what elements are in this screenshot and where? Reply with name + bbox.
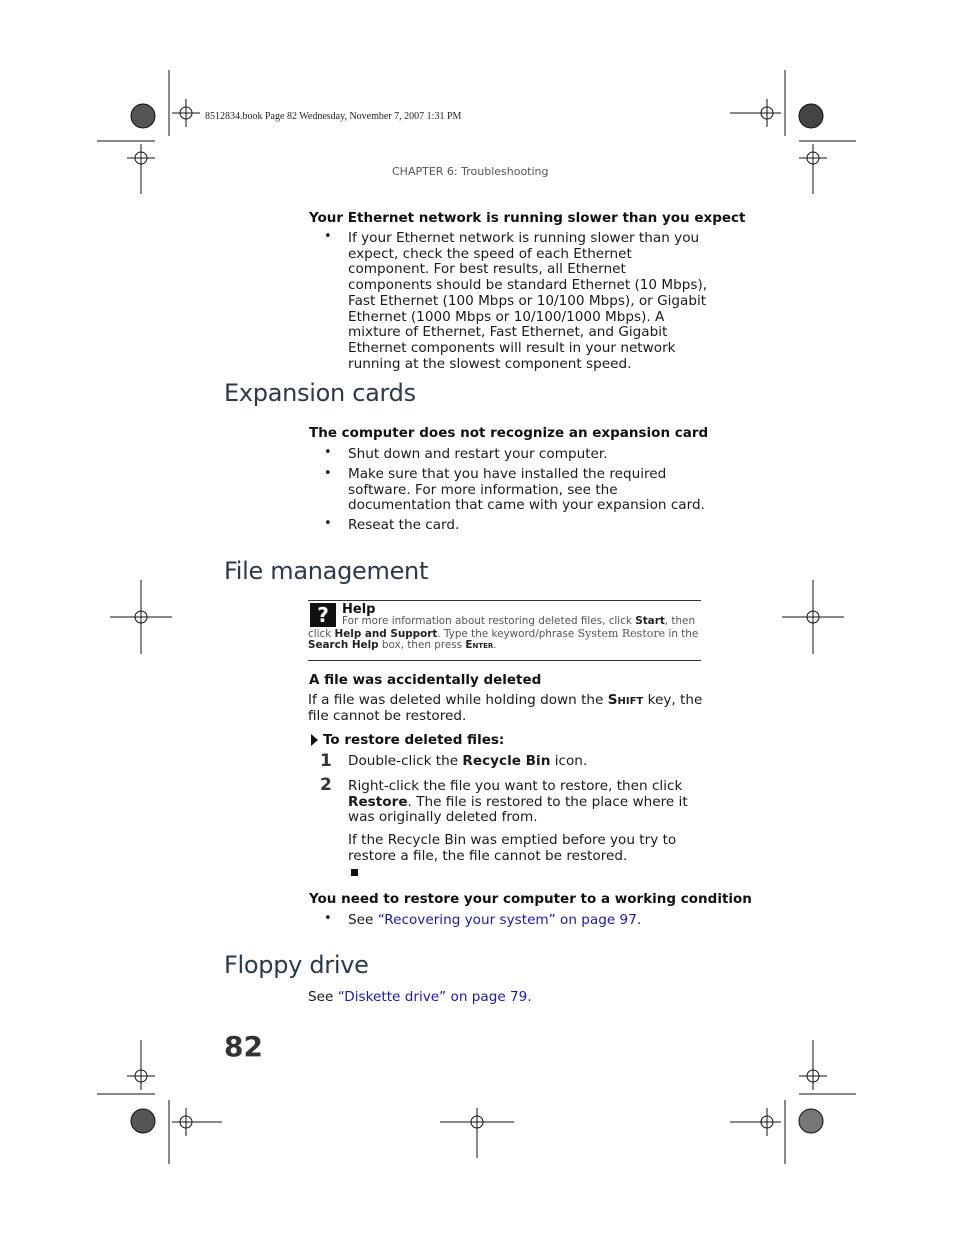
procedure-arrow-icon [311, 734, 318, 746]
help-text: For more information about restoring deleted files, click Start, then click Help and Support. Type the keyword/phrase System Restore in the Search Help box, then press Enter. [308, 615, 699, 652]
step-number-2: 2 [320, 775, 332, 795]
ethernet-bullet: If your Ethernet network is running slower than you expect, check the speed of each Ethernet component. For best results, all Ethernet components should be standard Ethernet (10 Mbps), Fast Ethernet (100 Mbps or 10/100 Mbps), or Gigabit Ethernet (1000 Mbps or 10/100/1000 Mbps). A mixture of Ethernet, Fast Ethernet, and Gigabit Ethernet components will result in your network running at the slowest component speed. [348, 230, 708, 372]
registration-mark-icon [127, 1040, 155, 1090]
registration-mark-icon [172, 1108, 222, 1136]
diskette-drive-link[interactable]: “Diskette drive” on page 79 [337, 989, 528, 1005]
deleted-paragraph: If a file was deleted while holding down the Shift key, the file cannot be restored. [308, 692, 703, 724]
deleted-heading: A file was accidentally deleted [309, 672, 542, 688]
color-target-icon [799, 104, 823, 128]
expansion-cards-title: Expansion cards [224, 379, 416, 407]
step-2-note: If the Recycle Bin was emptied before you try to restore a file, the file cannot be restored. [348, 832, 677, 864]
color-target-icon [131, 104, 155, 128]
bullet-icon: • [324, 911, 332, 926]
floppy-drive-title: Floppy drive [224, 951, 369, 979]
ethernet-heading: Your Ethernet network is running slower than you expect [309, 210, 746, 226]
bullet-icon: • [324, 516, 332, 531]
color-target-icon [799, 1109, 823, 1133]
procedure-heading: To restore deleted files: [323, 732, 505, 748]
registration-mark-icon [799, 144, 827, 194]
step-2: Right-click the file you want to restore, then click Restore. The file is restored to the place where it was originally deleted from. [348, 778, 688, 826]
bullet-icon: • [324, 466, 332, 481]
registration-mark-icon [127, 144, 155, 194]
book-slug: 8512834.book Page 82 Wednesday, November 7, 2007 1:31 PM [205, 111, 462, 122]
step-1: Double-click the Recycle Bin icon. [348, 753, 588, 769]
running-head: CHAPTER 6: Troubleshooting [392, 165, 549, 178]
registration-mark-icon [172, 99, 200, 127]
expansion-bullet-2: Make sure that you have installed the required software. For more information, see the documentation that came with your expansion card. [348, 466, 705, 514]
bullet-icon: • [324, 445, 332, 460]
color-target-icon [131, 1109, 155, 1133]
registration-mark-icon [440, 1108, 514, 1158]
help-title: Help [342, 602, 376, 617]
end-of-procedure-icon [351, 869, 358, 876]
restore-heading: You need to restore your computer to a working condition [309, 891, 752, 907]
restore-bullet: See “Recovering your system” on page 97. [348, 912, 642, 928]
expansion-bullet-3: Reseat the card. [348, 517, 460, 533]
bullet-icon: • [324, 229, 332, 244]
file-management-title: File management [224, 557, 429, 585]
registration-mark-icon [782, 580, 844, 654]
registration-mark-icon [730, 1108, 781, 1136]
page-number: 82 [224, 1030, 263, 1063]
registration-mark-icon [110, 580, 172, 654]
expansion-bullet-1: Shut down and restart your computer. [348, 446, 608, 462]
expansion-heading: The computer does not recognize an expansion card [309, 425, 709, 441]
step-number-1: 1 [320, 751, 332, 771]
floppy-paragraph: See “Diskette drive” on page 79. [308, 989, 532, 1005]
question-icon: ? [310, 603, 336, 627]
recovering-system-link[interactable]: “Recovering your system” on page 97 [377, 912, 637, 928]
registration-mark-icon [799, 1040, 827, 1090]
registration-mark-icon [730, 99, 781, 127]
help-box [308, 600, 701, 661]
